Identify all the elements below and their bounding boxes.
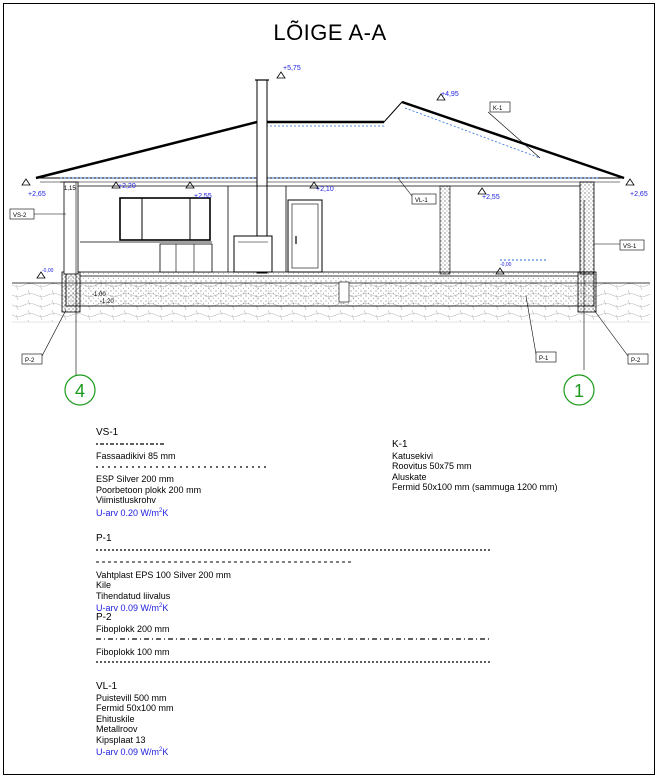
legend-vs1-line4: Viimistluskrohv [96, 495, 156, 505]
tag-p2-left: P-2 [25, 358, 35, 364]
tag-vs2: VS-2 [13, 213, 27, 219]
legend-vs1-heading: VS-1 [96, 427, 119, 438]
legend-p1-line1: Vahtplast EPS 100 Silver 200 mm [96, 569, 231, 580]
legend-vl1-line5: Kipsplaat 13 [96, 734, 146, 745]
legend-p1-line3: Tihendatud liivalus [96, 590, 171, 601]
legend-vl1-line3: Ehituskile [96, 713, 135, 724]
legend-k1-line1: Katusekivi [392, 450, 434, 461]
axis-right-label: 1 [573, 381, 585, 401]
legend-vl1-line2: Fermid 50x100 mm [96, 703, 174, 713]
elev-ceiling-2: +2,55 [194, 193, 212, 200]
tag-k1: K-1 [493, 106, 503, 112]
legend-p1-u-value: U-arv 0.09 $W/m^2K$ [96, 603, 169, 613]
elev-eave-right: +2,65 [630, 191, 648, 198]
elev-foundation-1: -1,00 [92, 292, 106, 298]
foundation [62, 272, 596, 312]
elev-ridge: +4,95 [441, 91, 459, 98]
legend-vs1 [96, 428, 296, 518]
elev-foundation-2: -1,20 [100, 299, 114, 305]
roof [36, 102, 624, 182]
tag-p1: P-1 [539, 356, 549, 362]
tag-vl1: VL-1 [415, 198, 428, 204]
elev-ceiling-1: +2,20 [118, 183, 136, 190]
legend-vl1-u-value: U-arv 0.09 $W/m^2K$ [96, 747, 169, 757]
drawing-title: LÕIGE A-A [273, 20, 387, 45]
legend-vl1 [96, 682, 296, 758]
legend-p1 [96, 534, 516, 614]
walls [64, 182, 594, 274]
axis-markers [65, 375, 594, 405]
axis-left-label: 4 [74, 381, 86, 401]
legend-vs1-line3: Poorbetoon plokk 200 mm [96, 484, 202, 495]
legend-p1-line2: Kile [96, 580, 112, 590]
legend-vs1-line1: Fassaadikivi 85 mm [96, 451, 176, 461]
elev-ground: -0,00 [42, 268, 54, 274]
dim-left: 1,15 [64, 186, 76, 192]
elev-floor: -0,00 [500, 262, 512, 268]
legend-k1-line2: Roovitus 50x75 mm [392, 461, 472, 471]
legend-k1-line3: Aluskate [392, 471, 427, 482]
legend-k1-line4: Fermid 50x100 mm (sammuga 1200 mm) [392, 482, 558, 492]
elev-chimney: +5,75 [283, 65, 301, 72]
legend-vl1-line4: Metallroov [96, 724, 138, 734]
legend-p1-heading: P-1 [96, 533, 112, 544]
legend-p2 [96, 613, 516, 670]
legend-vl1-heading: VL-1 [96, 681, 118, 692]
legend-vl1-line1: Puistevill 500 mm [96, 692, 167, 703]
tag-vs1: VS-1 [623, 244, 637, 250]
legend-k1 [392, 440, 622, 493]
elev-eave-left: +2,65 [28, 191, 46, 198]
legend-vs1-u-value: U-arv 0.20 $W/m^2K$ [96, 507, 169, 518]
legend-p2-heading: P-2 [96, 612, 112, 623]
legend-p2-line1: Fiboplokk 200 mm [96, 623, 170, 634]
elev-ceiling-4: +2,55 [482, 194, 500, 201]
legend-vs1-line2: ESP Silver 200 mm [96, 474, 174, 484]
legend-k1-heading: K-1 [392, 439, 408, 450]
legend-p2-line2: Fiboplokk 100 mm [96, 646, 170, 657]
elev-ceiling-3: +2,10 [316, 186, 334, 193]
tag-p2-right: P-2 [631, 358, 641, 364]
